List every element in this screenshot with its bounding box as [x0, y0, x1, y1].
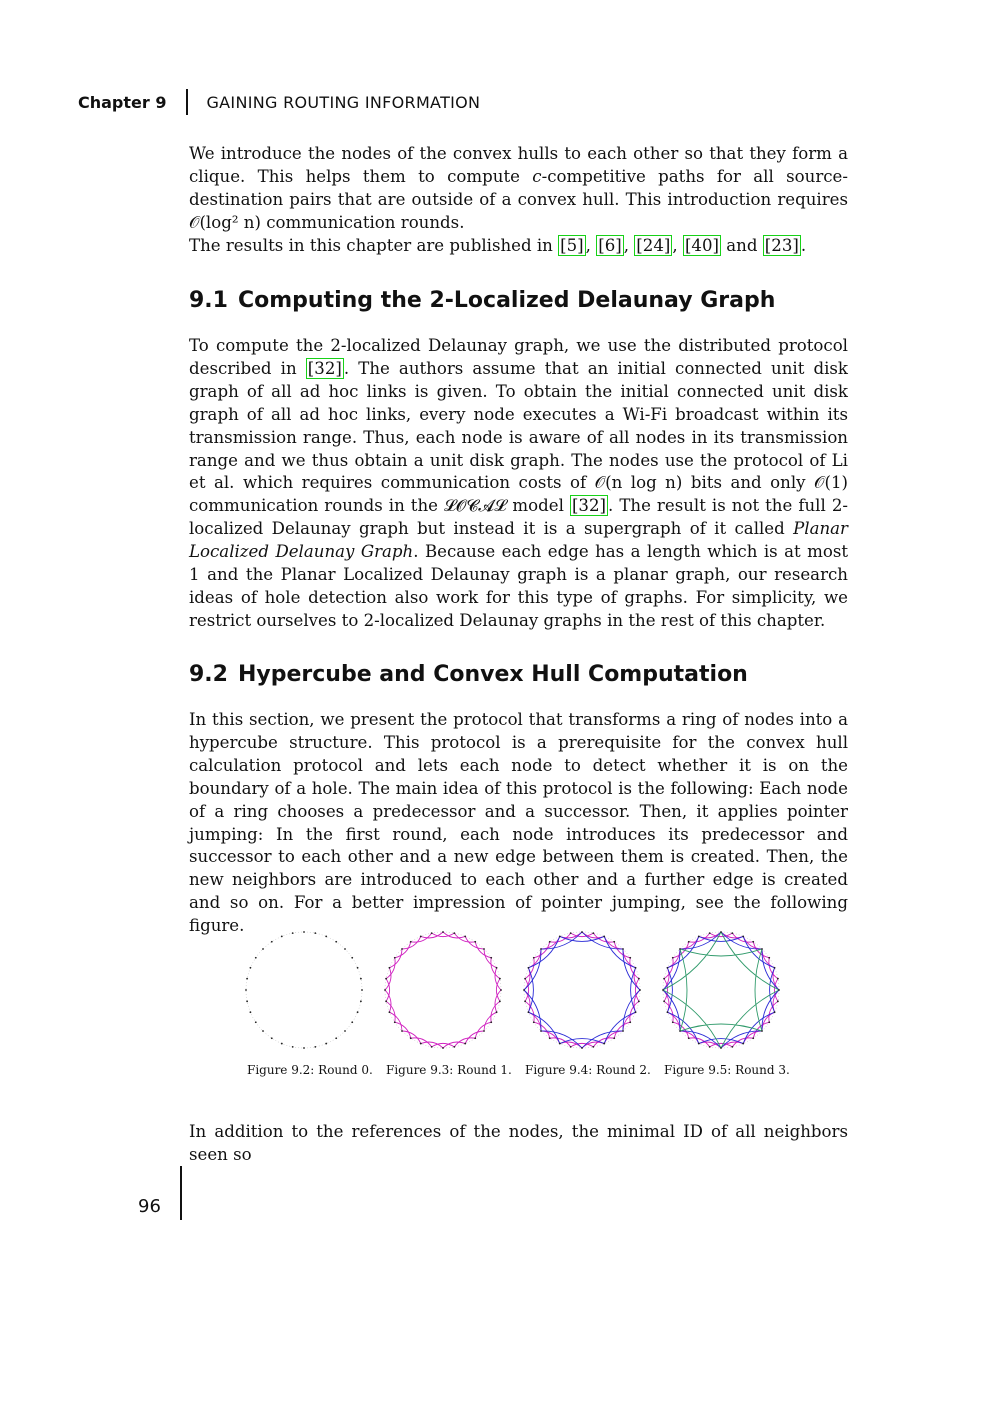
ring-node	[549, 941, 551, 943]
ring-node	[570, 932, 572, 934]
ring-node	[271, 941, 273, 943]
ring-node	[474, 941, 476, 943]
ring-node	[431, 932, 433, 934]
ring-node	[292, 1046, 294, 1048]
c-variable: c	[532, 166, 542, 186]
citation-link[interactable]: [32]	[571, 496, 607, 516]
ring-node	[679, 948, 681, 950]
ring-node	[731, 1046, 733, 1048]
section-heading-9-2	[189, 662, 748, 687]
ring-node	[635, 1011, 637, 1013]
intro-paragraph	[189, 143, 848, 235]
ring-node	[629, 1021, 631, 1023]
ring-node	[250, 967, 252, 969]
header-divider	[186, 89, 188, 115]
round-2-diagram	[518, 926, 646, 1054]
body-text: model	[506, 496, 570, 516]
ring-node	[720, 931, 722, 933]
separator: and	[721, 235, 763, 255]
citation-link[interactable]: [6]	[598, 235, 622, 255]
ring-node	[663, 978, 665, 980]
round-1-edge	[525, 979, 529, 1002]
figure-caption: Figure 9.5: Round 3.	[664, 1063, 790, 1077]
ring-node	[250, 1011, 252, 1013]
round-1-edge	[389, 1012, 402, 1031]
round-1-edge	[710, 1043, 733, 1047]
ring-node	[731, 932, 733, 934]
ring-node	[490, 957, 492, 959]
ring-node	[549, 1037, 551, 1039]
round-1-edge	[484, 949, 497, 968]
ring-node	[667, 967, 669, 969]
ring-node	[344, 1030, 346, 1032]
page-number: 96	[138, 1196, 161, 1217]
figure-round-0	[240, 926, 368, 1054]
ring-node	[752, 1037, 754, 1039]
body-text: . The result is not the full 2-localized Delaunay graph but instead it is a supergraph of it called	[189, 496, 848, 539]
publication-note	[189, 235, 848, 258]
figure-caption: Figure 9.3: Round 1.	[386, 1063, 512, 1077]
ring-node	[540, 1030, 542, 1032]
round-1-edge	[395, 942, 411, 958]
ring-node	[672, 957, 674, 959]
section-paragraph	[189, 335, 848, 633]
ring-node	[490, 1021, 492, 1023]
separator: ,	[672, 235, 683, 255]
ring-node	[533, 957, 535, 959]
intro-text: -competitive paths for all source-destination pairs that are outside of a convex hull. This introduction requires	[189, 166, 848, 209]
separator: ,	[585, 235, 597, 255]
ring-node	[523, 989, 525, 991]
ring-node	[255, 1021, 257, 1023]
ring-node	[774, 1011, 776, 1013]
ring-node	[483, 1030, 485, 1032]
ring-node	[761, 948, 763, 950]
figure-caption: Figure 9.4: Round 2.	[525, 1063, 651, 1077]
ring-node	[667, 1011, 669, 1013]
ring-node	[540, 948, 542, 950]
ring-node	[777, 978, 779, 980]
chapter-title: GAINING ROUTING INFORMATION	[206, 92, 481, 112]
ring-node	[613, 1037, 615, 1039]
ring-node	[394, 957, 396, 959]
chapter-label: Chapter 9	[78, 92, 167, 112]
round-3-edge	[680, 949, 762, 956]
section-title: Hypercube and Convex Hull Computation	[237, 662, 748, 687]
section-heading-9-1	[189, 288, 775, 313]
ring-node	[314, 932, 316, 934]
ring-node	[357, 1011, 359, 1013]
round-0-diagram	[240, 926, 368, 1054]
ring-node	[613, 941, 615, 943]
ring-node	[774, 967, 776, 969]
ring-node	[698, 936, 700, 938]
ring-node	[500, 989, 502, 991]
section-number: 9.1	[189, 288, 228, 313]
ring-node	[385, 1000, 387, 1002]
ring-node	[325, 936, 327, 938]
ring-node	[335, 941, 337, 943]
ring-node	[410, 1037, 412, 1039]
round-1-edge	[664, 979, 668, 1002]
round-1-edge	[402, 936, 421, 949]
ring-node	[292, 932, 294, 934]
ring-node	[622, 948, 624, 950]
citation-link[interactable]: [40]	[684, 235, 720, 255]
ring-node	[679, 1030, 681, 1032]
ring-node	[245, 989, 247, 991]
ring-node	[314, 1046, 316, 1048]
citation-link[interactable]: [23]	[764, 235, 799, 255]
ring-node	[453, 932, 455, 934]
cost-expression: 𝒪(n log n)	[594, 473, 683, 493]
ring-node	[357, 967, 359, 969]
figure-captions	[240, 1063, 800, 1081]
body-text: . The authors assume that an initial connected unit disk graph of all ad hoc links is given. To obtain the initial connected unit disk graph of all ad hoc links, every node executes a Wi-Fi broadcast within its transmission range. Thus, each node is aware of all nodes in its transmission range and we thus obtain a unit disk graph. The nodes use the protocol of Li et al. which requires communication costs of	[189, 358, 848, 493]
figure-round-2	[518, 926, 646, 1054]
separator: .	[800, 235, 807, 255]
ring-node	[639, 989, 641, 991]
ring-node	[483, 948, 485, 950]
round-1-edge	[475, 942, 491, 958]
separator: ,	[623, 235, 635, 255]
citation-link[interactable]: [5]	[560, 235, 584, 255]
ring-node	[603, 936, 605, 938]
ring-node	[360, 978, 362, 980]
round-1-edge	[635, 979, 639, 1002]
ring-node	[281, 1043, 283, 1045]
closing-paragraph: In addition to the references of the nodes, the minimal ID of all neighbors seen so	[189, 1122, 848, 1164]
ring-node	[351, 1021, 353, 1023]
round-3-diagram	[657, 926, 785, 1054]
ring-node	[524, 978, 526, 980]
closing-block	[189, 1121, 848, 1167]
round-1-edge	[465, 936, 484, 949]
ring-node	[528, 1011, 530, 1013]
ring-node	[688, 1037, 690, 1039]
body-text: . Because each edge has a length which is at most 1 and the Planar Localized Delaunay graph is a planar graph, our research ideas of hole detection also work for this type of graphs. For simplicity, we restrict ourselves to 2-localized Delaunay graphs in the rest of this chapter.	[189, 542, 849, 630]
ring-node	[720, 1047, 722, 1049]
ring-node	[384, 989, 386, 991]
round-1-edge	[432, 1043, 455, 1047]
round-1-edge	[465, 1031, 484, 1044]
ring-node	[592, 1046, 594, 1048]
ring-node	[401, 948, 403, 950]
section-9-2-body	[189, 709, 848, 938]
ring-node	[709, 1046, 711, 1048]
ring-node	[351, 957, 353, 959]
ring-node	[335, 1037, 337, 1039]
pointer-jumping-figures	[240, 926, 800, 1054]
ring-node	[581, 931, 583, 933]
citation-link[interactable]: [24]	[636, 235, 671, 255]
round-1-edge	[395, 1022, 411, 1038]
ring-node	[638, 978, 640, 980]
intro-text: communication rounds.	[260, 212, 465, 232]
intro-text: The results in this chapter are published in	[189, 235, 559, 255]
ring-node	[768, 1021, 770, 1023]
section-number: 9.2	[189, 662, 228, 687]
round-1-edge	[571, 1043, 594, 1047]
ring-node	[420, 936, 422, 938]
running-head	[78, 88, 480, 116]
complexity-expression: 𝒪(log² n)	[189, 212, 261, 232]
ring-node	[688, 941, 690, 943]
round-1-edge	[484, 1012, 497, 1031]
round-1-edge	[496, 979, 500, 1002]
ring-node	[361, 989, 363, 991]
ring-node	[262, 1030, 264, 1032]
ring-node	[442, 1047, 444, 1049]
ring-node	[464, 936, 466, 938]
ring-node	[581, 1047, 583, 1049]
ring-node	[672, 1021, 674, 1023]
ring-node	[442, 931, 444, 933]
ring-node	[524, 1000, 526, 1002]
section-9-1-body	[189, 335, 848, 633]
citation-link[interactable]: [32]	[307, 358, 342, 378]
round-3-edge	[680, 949, 687, 1031]
ring-node	[389, 1011, 391, 1013]
ring-node	[768, 957, 770, 959]
ring-node	[303, 931, 305, 933]
ring-node	[474, 1037, 476, 1039]
ring-node	[325, 1043, 327, 1045]
figure-round-3	[657, 926, 785, 1054]
ring-node	[638, 1000, 640, 1002]
figure-round-1	[379, 926, 507, 1054]
ring-node	[344, 948, 346, 950]
round-1-edge	[571, 933, 594, 937]
ring-node	[761, 1030, 763, 1032]
local-model-name: 𝓛𝓞𝓒𝓐𝓛	[444, 496, 507, 516]
ring-node	[629, 957, 631, 959]
ring-node	[401, 1030, 403, 1032]
figure-caption: Figure 9.2: Round 0.	[247, 1063, 373, 1077]
footer-divider	[180, 1166, 182, 1220]
section-paragraph: In this section, we present the protocol that transforms a ring of nodes into a hypercube structure. This protocol is a prerequisite for the convex hull calculation protocol and lets each node to detect whether it is on the boundary of a hole. The main idea of this protocol is the following: Each node of a ring chooses a predecessor and a successor. Then, it applies pointer jumping: In the first round, each node introduces its predecessor and successor to each other and a new edge between them is created. Then, the new neighbors are introduced to each other and a further edge is created and so on. For a better impression of pointer jumping, see the following figure.	[189, 710, 848, 936]
ring-node	[778, 989, 780, 991]
ring-node	[394, 1021, 396, 1023]
round-1-edge	[774, 979, 778, 1002]
ring-node	[662, 989, 664, 991]
ring-node	[281, 936, 283, 938]
round-3-edge	[755, 949, 762, 1031]
ring-node	[709, 932, 711, 934]
ring-node	[385, 978, 387, 980]
ring-node	[262, 948, 264, 950]
ring-node	[570, 1046, 572, 1048]
ring-node	[246, 978, 248, 980]
ring-node	[752, 941, 754, 943]
ring-node	[420, 1043, 422, 1045]
ring-node	[389, 967, 391, 969]
body-text: bits and only	[682, 473, 815, 493]
ring-node	[635, 967, 637, 969]
ring-node	[603, 1043, 605, 1045]
ring-node	[499, 978, 501, 980]
ring-node	[559, 936, 561, 938]
ring-node	[663, 1000, 665, 1002]
ring-node	[592, 932, 594, 934]
round-1-edge	[389, 949, 402, 968]
ring-node	[496, 1011, 498, 1013]
ring-node	[496, 967, 498, 969]
ring-node	[360, 1000, 362, 1002]
round-1-edge	[432, 933, 455, 937]
body-text: To compute the 2-localized Delaunay graph, we use the distributed protocol described in	[189, 336, 848, 378]
ring-node	[453, 1046, 455, 1048]
ring-node	[528, 967, 530, 969]
round-3-edge	[680, 1024, 762, 1031]
ring-node	[777, 1000, 779, 1002]
ring-node	[622, 1030, 624, 1032]
round-1-edge	[475, 1022, 491, 1038]
ring-node	[271, 1037, 273, 1039]
ring-node	[742, 1043, 744, 1045]
ring-node	[533, 1021, 535, 1023]
ring-node	[410, 941, 412, 943]
round-1-diagram	[379, 926, 507, 1054]
ring-node	[303, 1047, 305, 1049]
ring-node	[499, 1000, 501, 1002]
ring-node	[255, 957, 257, 959]
intro-block	[189, 143, 848, 258]
body-text: communication rounds in the	[189, 496, 445, 516]
ring-node	[742, 936, 744, 938]
italic-term: Planar Localized Delaunay Graph	[189, 519, 848, 562]
section-title: Computing the 2-Localized Delaunay Graph	[237, 288, 776, 313]
ring-node	[464, 1043, 466, 1045]
ring-node	[246, 1000, 248, 1002]
ring-node	[431, 1046, 433, 1048]
ring-node	[559, 1043, 561, 1045]
round-1-edge	[710, 933, 733, 937]
intro-text: We introduce the nodes of the convex hulls to each other so that they form a clique. This helps them to compute	[189, 144, 848, 186]
ring-node	[698, 1043, 700, 1045]
round-1-edge	[402, 1031, 421, 1044]
rounds-expression: 𝒪(1)	[814, 473, 848, 493]
round-1-edge	[386, 979, 390, 1002]
